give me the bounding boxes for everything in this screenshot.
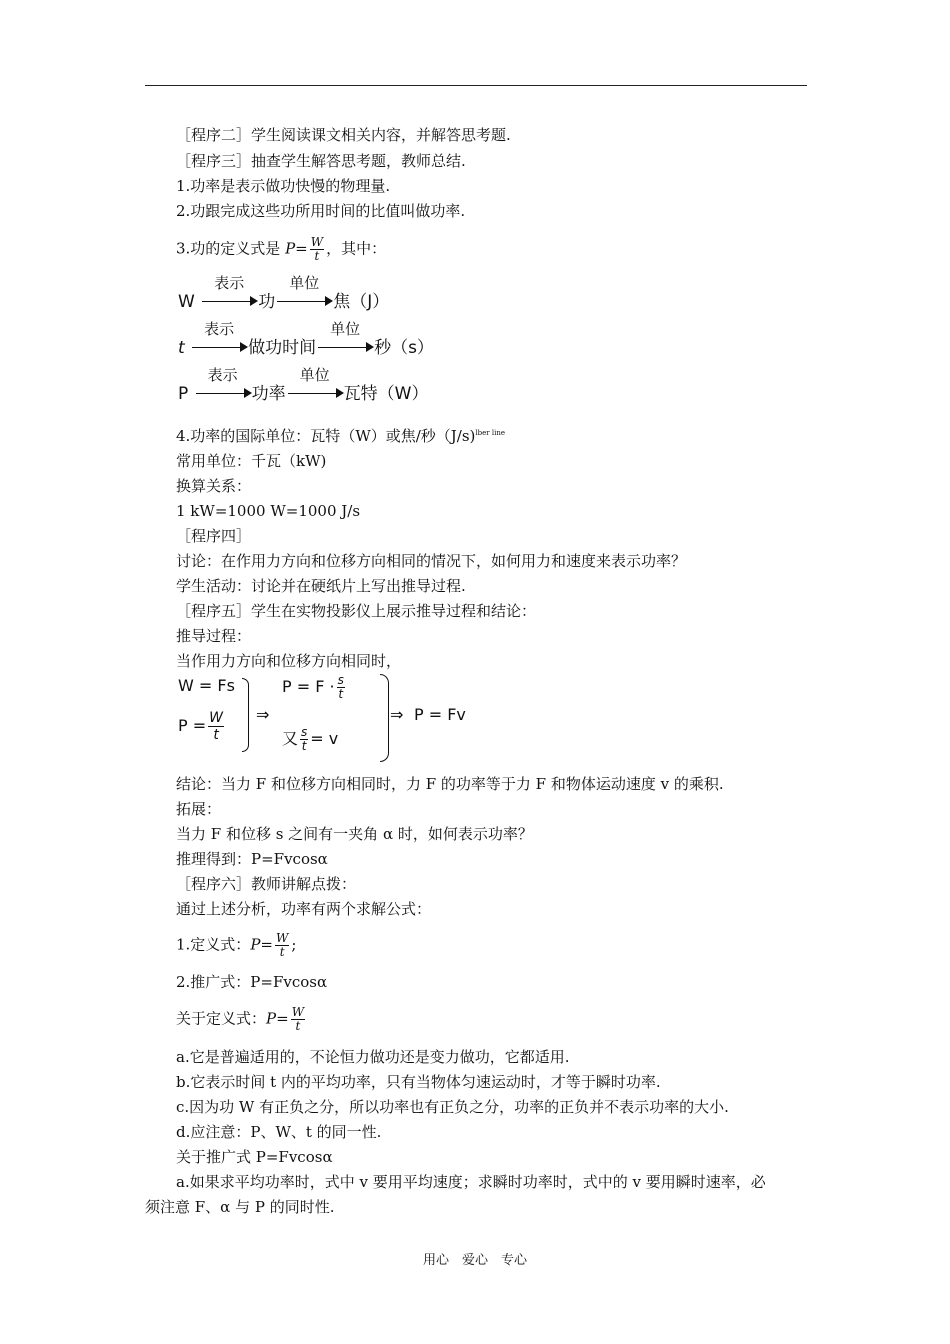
- text-line: 常用单位：千瓦（kW): [176, 452, 327, 470]
- text-line: c.因为功 W 有正负之分，所以功率也有正负之分，功率的正负并不表示功率的大小.: [176, 1098, 729, 1116]
- text-line: 关于推广式 P=Fvcosα: [176, 1148, 333, 1166]
- text-line: 结论：当力 F 和位移方向相同时，力 F 的功率等于力 F 和物体运动速度 v 的乘积.: [176, 775, 724, 793]
- arrow-icon: 单位: [275, 290, 333, 312]
- arrow-icon: 表示: [200, 290, 258, 312]
- text-line: 拓展：: [176, 800, 222, 818]
- definition-formula-line: 1.定义式：P= $\frac{W}{t}$ ;: [176, 931, 297, 959]
- substitution-line: P = F · $\frac{s}{t}$: [282, 673, 344, 701]
- arrow-icon: 单位: [286, 382, 344, 404]
- text-line: ［程序三］抽查学生解答思考题，教师总结.: [176, 152, 466, 170]
- text-line: 2.功跟完成这些功所用时间的比值叫做功率.: [176, 202, 466, 220]
- arrow-icon: 表示: [190, 336, 248, 358]
- text-line: 当作用力方向和位移方向相同时，: [176, 652, 402, 670]
- derivation-block: [178, 672, 498, 764]
- text-line: 学生活动：讨论并在硬纸片上写出推导过程.: [176, 577, 466, 595]
- power-equation: P = $\frac{W}{t}$: [178, 710, 223, 743]
- arrow-icon: 单位: [316, 336, 374, 358]
- result-equation: P = Fv: [414, 705, 466, 724]
- implies-symbol: ⇒: [256, 705, 270, 724]
- text-line: 1.功率是表示做功快慢的物理量.: [176, 177, 391, 195]
- unit-diagram-row: P 表示 功率 单位 瓦特（W）: [178, 366, 429, 404]
- definition-line: 3.功的定义式是 P= $\frac{W}{t}$ ，其中：: [176, 235, 387, 263]
- text-line: ［程序六］教师讲解点拨：: [176, 875, 357, 893]
- unit-diagram-row: W 表示 功 单位 焦（J）: [178, 274, 390, 312]
- header-rule: [145, 85, 807, 86]
- text-line: 换算关系：: [176, 477, 252, 495]
- definition-formula-line: 关于定义式：P= $\frac{W}{t}$: [176, 1005, 305, 1033]
- text-line: b.它表示时间 t 内的平均功率，只有当物体匀速运动时，才等于瞬时功率.: [176, 1073, 661, 1091]
- text-line: 1 kW=1000 W=1000 J/s: [176, 502, 361, 520]
- text-line: d.应注意：P、W、t 的同一性.: [176, 1123, 382, 1141]
- text-line: 讨论：在作用力方向和位移方向相同的情况下，如何用力和速度来表示功率？: [176, 552, 687, 570]
- text-line: a.它是普遍适用的，不论恒力做功还是变力做功，它都适用.: [176, 1048, 570, 1066]
- implies-symbol: ⇒: [390, 705, 404, 724]
- text-line: 须注意 F、α 与 P 的同时性.: [145, 1198, 335, 1216]
- text-line: ［程序四］: [176, 527, 252, 545]
- text-line: 推导过程：: [176, 627, 252, 645]
- text-line: ［程序二］学生阅读课文相关内容，并解答思考题.: [176, 126, 511, 144]
- unit-diagram-row: t 表示 做功时间 单位 秒（s）: [178, 320, 434, 358]
- fraction: $\frac{W}{t}$: [310, 235, 324, 263]
- text-line: 推理得到：P=Fvcosα: [176, 850, 328, 868]
- right-brace: [380, 674, 389, 762]
- arrow-icon: 表示: [194, 382, 252, 404]
- page-footer: 用心 爱心 专心: [422, 1253, 527, 1268]
- velocity-line: 又 $\frac{s}{t}$ = v: [282, 725, 339, 753]
- work-equation: W = Fs: [178, 676, 235, 695]
- text-line: a.如果求平均功率时，式中 v 要用平均速度；求瞬时功率时，式中的 v 要用瞬时速率，必: [176, 1173, 766, 1191]
- text-line: 当力 F 和位移 s 之间有一夹角 α 时，如何表示功率？: [176, 825, 533, 843]
- text-line: 通过上述分析，功率有两个求解公式：: [176, 900, 432, 918]
- text-line: 2.推广式：P=Fvcosα: [176, 973, 328, 991]
- right-brace: [242, 678, 249, 752]
- text-line: ［程序五］学生在实物投影仪上展示推导过程和结论：: [176, 602, 537, 620]
- text-line: 4.功率的国际单位：瓦特（W）或焦/秒（J/s)lber line: [176, 427, 505, 445]
